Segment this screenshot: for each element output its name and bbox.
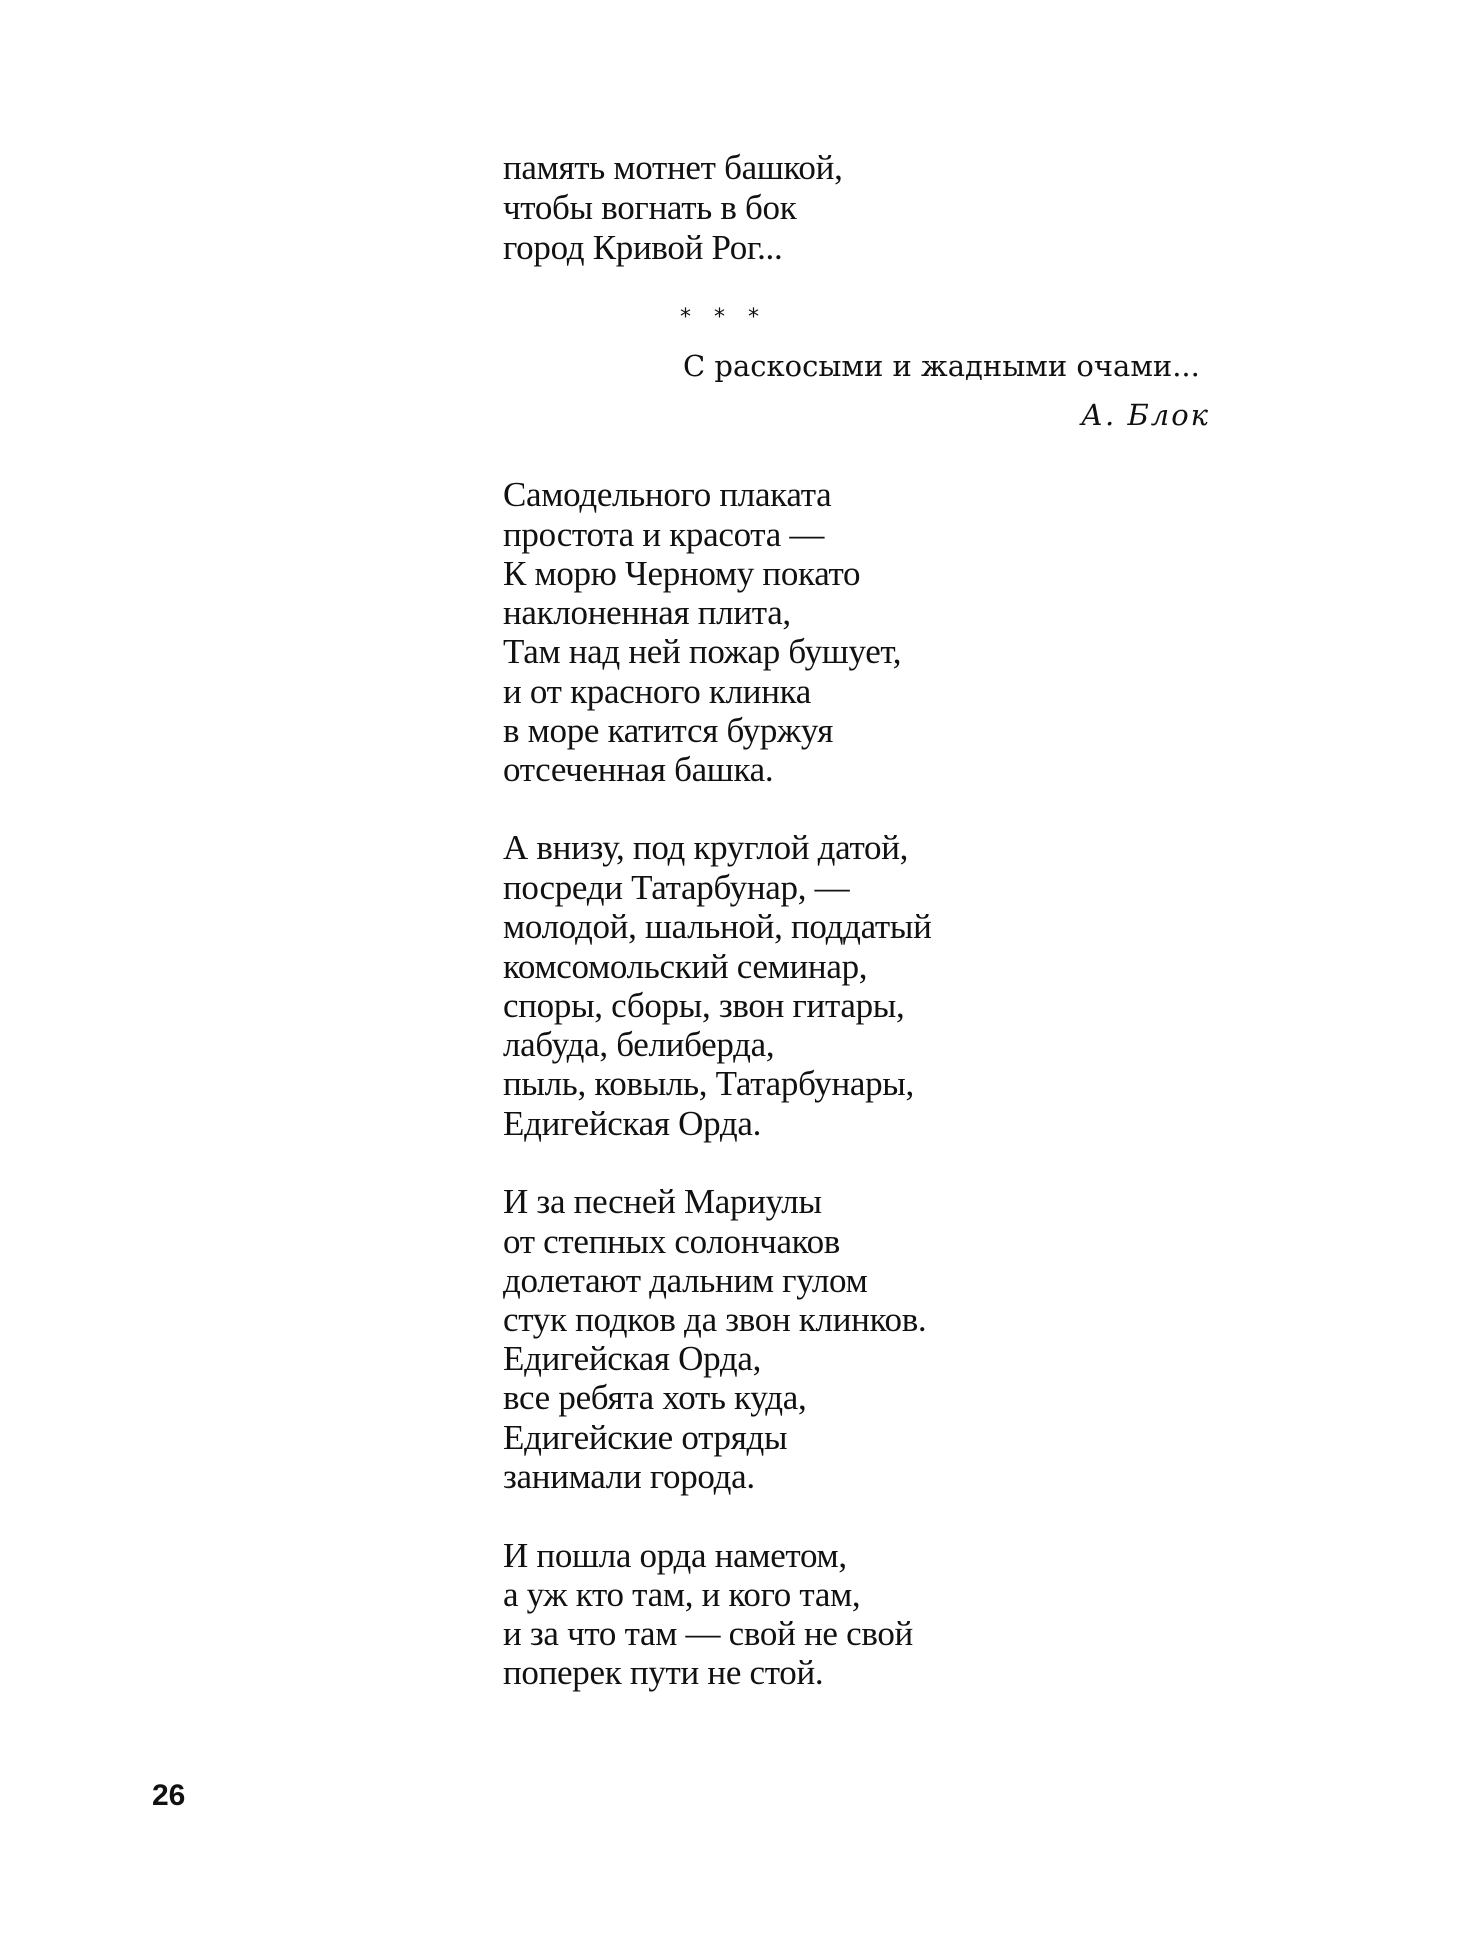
poem-line: И за песней Мариулы — [503, 1182, 822, 1221]
poem-line: Едигейские отряды — [503, 1418, 788, 1457]
poem-line: комсомольский семинар, — [503, 947, 868, 986]
page-number: 26 — [152, 1779, 186, 1812]
poem-line: и от красного клинка — [503, 672, 812, 711]
poem-line: простота и красота — — [503, 515, 825, 554]
poem-line: все ребята хоть куда, — [503, 1378, 807, 1417]
poem-line: лабуда, белиберда, — [503, 1025, 775, 1064]
poem-line: Едигейская Орда, — [503, 1339, 762, 1378]
poem-line: от степных солончаков — [503, 1222, 841, 1261]
epigraph-text: С раскосыми и жадными очами... — [683, 349, 1200, 383]
poem-line: отсеченная башка. — [503, 750, 774, 789]
poem-line: и за что там — свой не свой — [503, 1614, 913, 1653]
poem-line: а уж кто там, и кого там, — [503, 1575, 861, 1614]
poem-line: К морю Черному покато — [503, 554, 861, 593]
poem-line: город Кривой Рог... — [503, 228, 783, 267]
poem-line: стук подков да звон клинков. — [503, 1300, 927, 1339]
poem-line: А внизу, под круглой датой, — [503, 828, 909, 867]
poem-line: посреди Татарбунар, — — [503, 868, 850, 907]
epigraph-author: А. Блок — [1081, 398, 1210, 432]
section-separator: * * * — [680, 305, 767, 330]
poem-line: молодой, шальной, поддатый — [503, 907, 932, 946]
poem-line: чтобы вогнать в бок — [503, 188, 797, 227]
poem-line: память мотнет башкой, — [503, 148, 843, 187]
poem-line: в море катится буржуя — [503, 711, 834, 750]
poem-line: Едигейская Орда. — [503, 1104, 762, 1143]
poem-line: занимали города. — [503, 1457, 755, 1496]
poem-line: долетают дальним гулом — [503, 1261, 868, 1300]
poem-line: пыль, ковыль, Татарбунары, — [503, 1064, 914, 1103]
poem-line: Там над ней пожар бушует, — [503, 632, 902, 671]
poem-line: споры, сборы, звон гитары, — [503, 986, 905, 1025]
poem-line: наклоненная плита, — [503, 593, 791, 632]
poem-line: Самодельного плаката — [503, 475, 832, 514]
poem-line: И пошла орда наметом, — [503, 1536, 847, 1575]
poem-line: поперек пути не стой. — [503, 1653, 824, 1692]
